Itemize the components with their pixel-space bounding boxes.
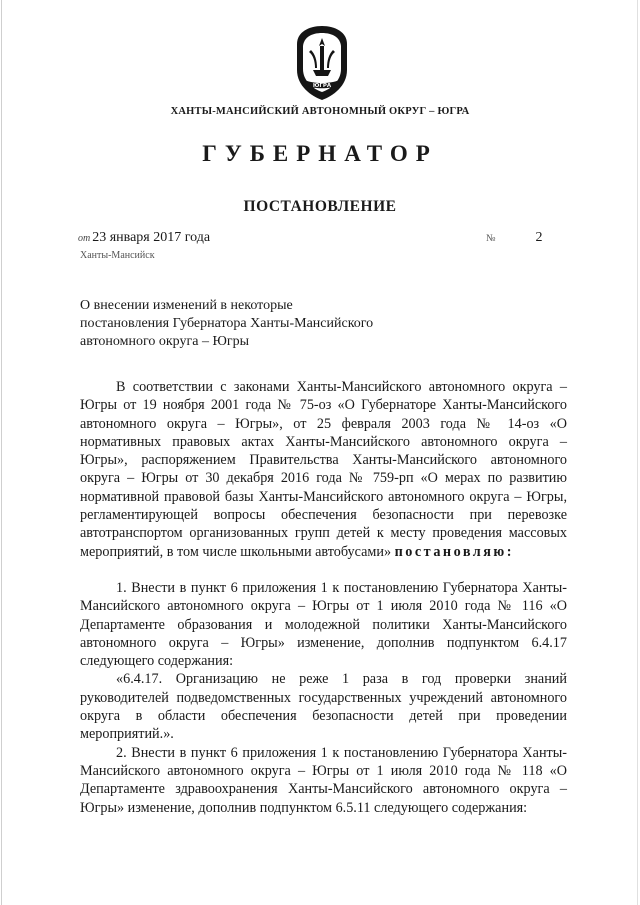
document-city: Ханты-Мансийск (80, 250, 155, 261)
scan-edge-left (1, 0, 2, 905)
emblem-caption: ЮГРА (312, 83, 332, 89)
item-1-quote: «6.4.17. Организацию не реже 1 раза в год проверки знаний руководителей подведомственных государственных учреждений автономного округа в области обеспечения безопасности детей при проведении мероприятий.». (80, 671, 567, 743)
number-sign: № (486, 233, 496, 244)
subject-line: автономного округа – Югры (80, 334, 249, 349)
preamble-paragraph (80, 378, 567, 561)
subject-line: постановления Губернатора Ханты-Мансийского (80, 316, 374, 331)
date-prefix: от (78, 233, 91, 244)
document-date: 23 января 2017 года (92, 230, 211, 245)
region-name: ХАНТЫ-МАНСИЙСКИЙ АВТОНОМНЫЙ ОКРУГ – ЮГРА (170, 106, 470, 117)
document-type: ПОСТАНОВЛЕНИЕ (243, 198, 397, 215)
item-1-paragraph: 1. Внести в пункт 6 приложения 1 к постановлению Губернатора Ханты-Мансийского автономного округа – Югры от 1 июля 2010 года № 116 «О Департаменте образования и молодежной политики Ханты-Мансийского автономного округа – Югры» изменение, дополнив подпунктом 6.4.17 следующего содержания: (80, 579, 567, 670)
scan-edge-right (637, 0, 638, 905)
item-2-paragraph: 2. Внести в пункт 6 приложения 1 к постановлению Губернатора Ханты-Мансийского автономного округа – Югры от 1 июля 2010 года № 118 «О Департаменте здравоохранения Ханты-Мансийского автономного округа – Югры» изменение, дополнив подпунктом 6.5.11 следующего содержания: (80, 744, 567, 816)
authority-title: ГУБЕРНАТОР (202, 141, 438, 166)
subject-line: О внесении изменений в некоторые (80, 298, 293, 313)
resolve-word: постановляю: (394, 543, 515, 560)
number-line (486, 230, 543, 246)
document-number: 2 (535, 230, 543, 245)
preamble-text: В соответствии с законами Ханты-Мансийского автономного округа – Югры от 19 ноября 2001 года № 75-оз «О Губернаторе Ханты-Мансийского автономного округа – Югры», от 25 февраля 2003 года № 14-оз «О нормативных правовых актах Ханты-Мансийского автономного округа – Югры», распоряжением Правительства Ханты-Мансийского автономного округа – Югры от 30 декабря 2016 года № 759-рп «О мерах по развитию нормативной правовой базы Ханты-Мансийского автономного округа – Югры, регламентирующей вопросы обеспечения безопасности при перевозке автотранспортом организованных групп детей к месту проведения массовых мероприятий, в том числе школьными автобусами» (80, 379, 567, 560)
document-body (80, 378, 567, 817)
date-line (78, 230, 210, 246)
document-subject (80, 297, 420, 351)
coat-of-arms-icon (291, 24, 353, 102)
